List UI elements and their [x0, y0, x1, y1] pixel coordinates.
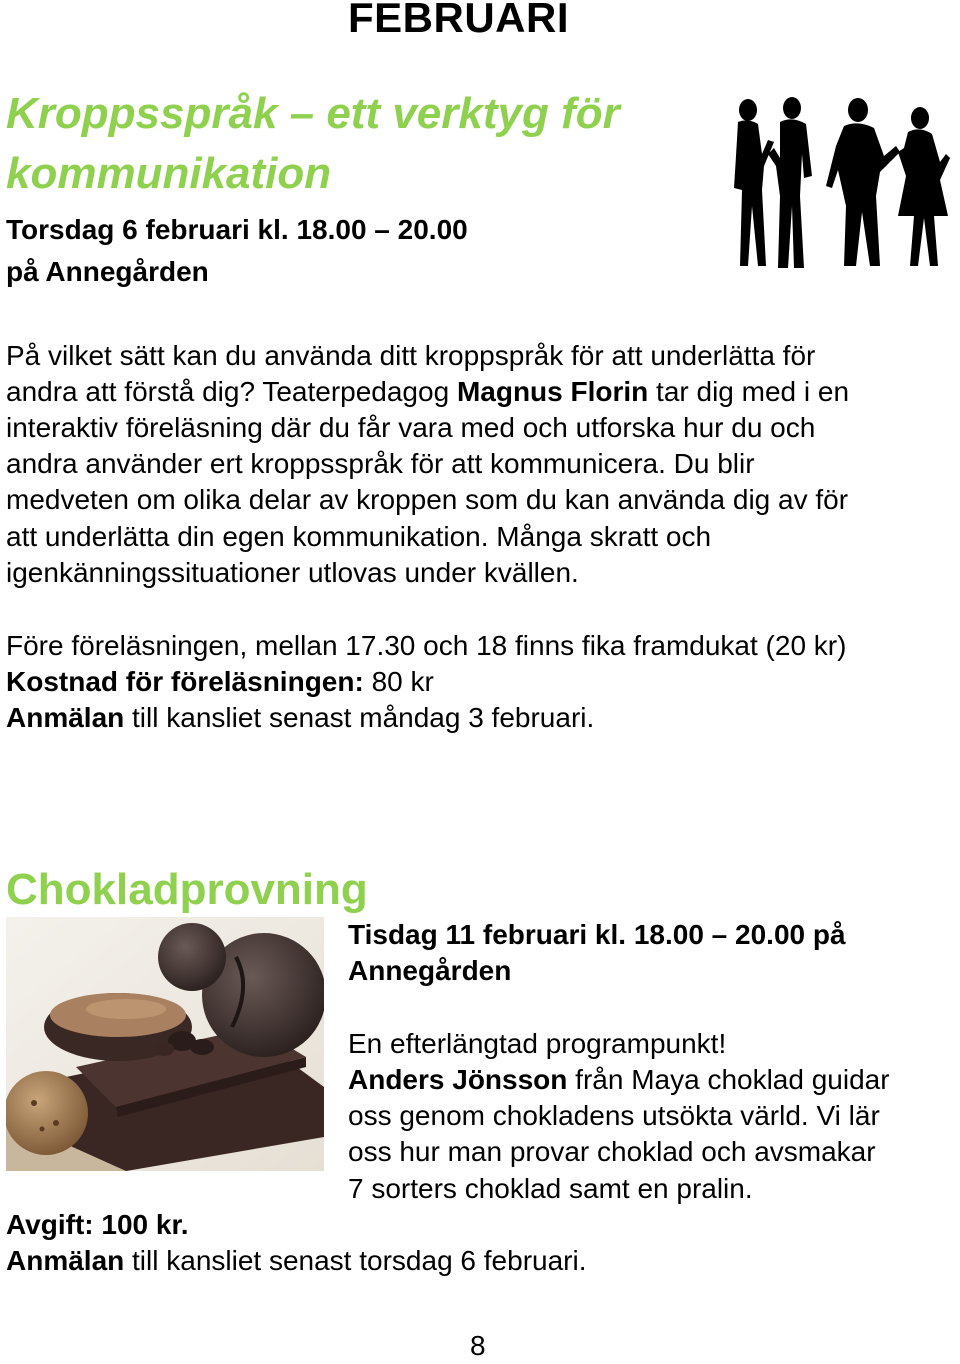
event1-body-line2-end: tar dig med i en — [648, 376, 850, 407]
event2-desc-line1 — [348, 1062, 890, 1098]
event1-body-line5: medveten om olika delar av kroppen som du kan använda dig av för — [6, 484, 849, 515]
event2-title: Chokladprovning — [6, 865, 368, 914]
event2-desc-line1-text: från Maya choklad guidar — [567, 1064, 890, 1095]
event2-desc-line4: 7 sorters choklad samt en pralin. — [348, 1173, 753, 1204]
event2-signup-text: till kansliet senast torsdag 6 februari. — [124, 1245, 587, 1276]
event1-body-line3: interaktiv föreläsning där du får vara med och utforska hur du och — [6, 412, 816, 443]
event1-speaker-name: Magnus Florin — [456, 376, 649, 407]
event1-body-line2-start: andra att förstå dig? Teaterpedagog — [6, 376, 457, 407]
event1-cost — [6, 664, 434, 700]
event2-date-line2: Annegården — [348, 955, 512, 986]
event2-host-name: Anders Jönsson — [348, 1064, 568, 1095]
people-silhouettes-image — [728, 96, 950, 272]
event2-fee: Avgift: 100 kr. — [6, 1209, 189, 1240]
event1-date: Torsdag 6 februari kl. 18.00 – 20.00 — [6, 214, 468, 245]
event2-desc-line3: oss hur man provar choklad och avsmakar — [348, 1136, 876, 1167]
event1-body-line2 — [6, 374, 849, 410]
event1-cost-label: Kostnad för föreläsningen: — [6, 666, 364, 697]
event2-signup — [6, 1243, 586, 1279]
event2-intro: En efterlängtad programpunkt! — [348, 1028, 727, 1059]
month-heading: FEBRUARI — [348, 0, 569, 41]
event1-title — [6, 84, 620, 204]
event2-date-line1: Tisdag 11 februari kl. 18.00 – 20.00 på — [348, 919, 846, 950]
event1-fika: Före föreläsningen, mellan 17.30 och 18 finns fika framdukat (20 kr) — [6, 630, 847, 661]
event1-signup — [6, 700, 594, 736]
event1-venue: på Annegården — [6, 256, 209, 287]
event2-desc-line2: oss genom chokladens utsökta värld. Vi lär — [348, 1100, 880, 1131]
event1-body-line6: att underlätta din egen kommunikation. Många skratt och — [6, 521, 712, 552]
event1-body-line4: andra använder ert kroppsspråk för att kommunicera. Du blir — [6, 448, 755, 479]
page-number: 8 — [470, 1330, 486, 1361]
event1-title-line2: kommunikation — [6, 149, 332, 198]
event1-body-line1: På vilket sätt kan du använda ditt kroppspråk för att underlätta för — [6, 340, 816, 371]
chocolate-image — [6, 917, 324, 1171]
event1-signup-text: till kansliet senast måndag 3 februari. — [124, 702, 595, 733]
event1-cost-value: 80 kr — [363, 666, 434, 697]
event1-body-line7: igenkänningssituationer utlovas under kvällen. — [6, 557, 579, 588]
event2-signup-label: Anmälan — [6, 1245, 125, 1276]
event1-title-line1: Kroppsspråk – ett verktyg för — [6, 89, 620, 138]
event1-signup-label: Anmälan — [6, 702, 125, 733]
